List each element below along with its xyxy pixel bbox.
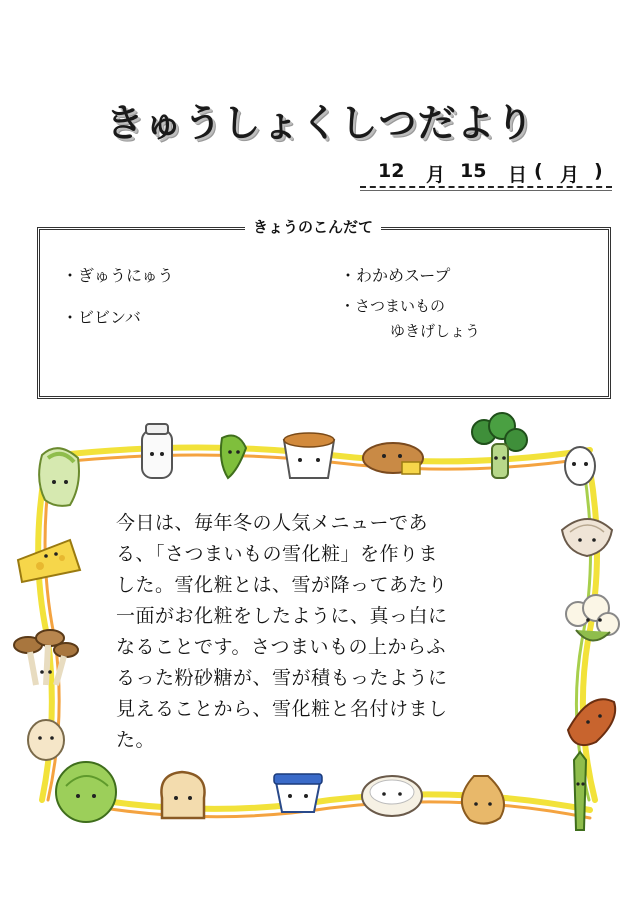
- cauliflower-icon: [566, 595, 619, 641]
- menu-heading: きょうのこんだて: [245, 216, 381, 237]
- menu-item-milk: ・ぎゅうにゅう: [62, 266, 174, 285]
- article-line: た。: [116, 729, 156, 751]
- menu-item-bibimbap: ・ビビンバ: [62, 308, 141, 327]
- butter-icon: [402, 462, 420, 474]
- egg-icon: [565, 447, 595, 485]
- asparagus-icon: [574, 752, 586, 830]
- article-line: るった粉砂糖が、雪が積もったように: [116, 667, 448, 689]
- article-text: [116, 508, 512, 756]
- article-line: 見えることから、雪化粧と名付けまし: [116, 698, 448, 720]
- article-line: 今日は、毎年冬の人気メニューであ: [116, 512, 429, 534]
- potato-icon: [28, 720, 64, 760]
- date-day-unit: 日: [508, 164, 528, 186]
- menu-item-wakame-soup: ・わかめスープ: [340, 266, 451, 285]
- article-line: る、「さつまいもの雪化粧」を作りま: [116, 543, 439, 565]
- date-month-unit: 月: [426, 164, 446, 186]
- toast-icon: [161, 772, 204, 818]
- cabbage-icon: [56, 762, 116, 822]
- page-title: きゅうしょくしつだより: [105, 101, 535, 145]
- cheese-icon: [18, 540, 80, 582]
- yogurt-icon: [274, 774, 322, 812]
- date-day: 15: [460, 160, 487, 182]
- onion-icon: [462, 776, 504, 824]
- menu-item-sweet-potato-2: ゆきげしょう: [390, 322, 481, 340]
- date-weekday: 月: [560, 164, 580, 186]
- napa-cabbage-icon: [39, 448, 79, 506]
- rice-bowl-icon: [362, 776, 422, 816]
- article-line: 一面がお化粧をしたように、真っ白に: [116, 605, 448, 627]
- menu-item-sweet-potato-1: ・さつまいもの: [340, 297, 446, 315]
- date-close-paren: ): [594, 160, 603, 182]
- clam-icon: [562, 519, 612, 556]
- mushroom-icon: [14, 630, 78, 685]
- article-line: なることです。さつまいもの上からふ: [116, 636, 446, 658]
- date-month: 12: [378, 160, 405, 182]
- natto-icon: [284, 433, 334, 478]
- article-line: した。雪化粧とは、雪が降ってあたり: [116, 574, 448, 596]
- date-open-paren: (: [534, 160, 543, 182]
- milk-bottle-icon: [142, 424, 172, 478]
- okra-icon: [221, 436, 246, 478]
